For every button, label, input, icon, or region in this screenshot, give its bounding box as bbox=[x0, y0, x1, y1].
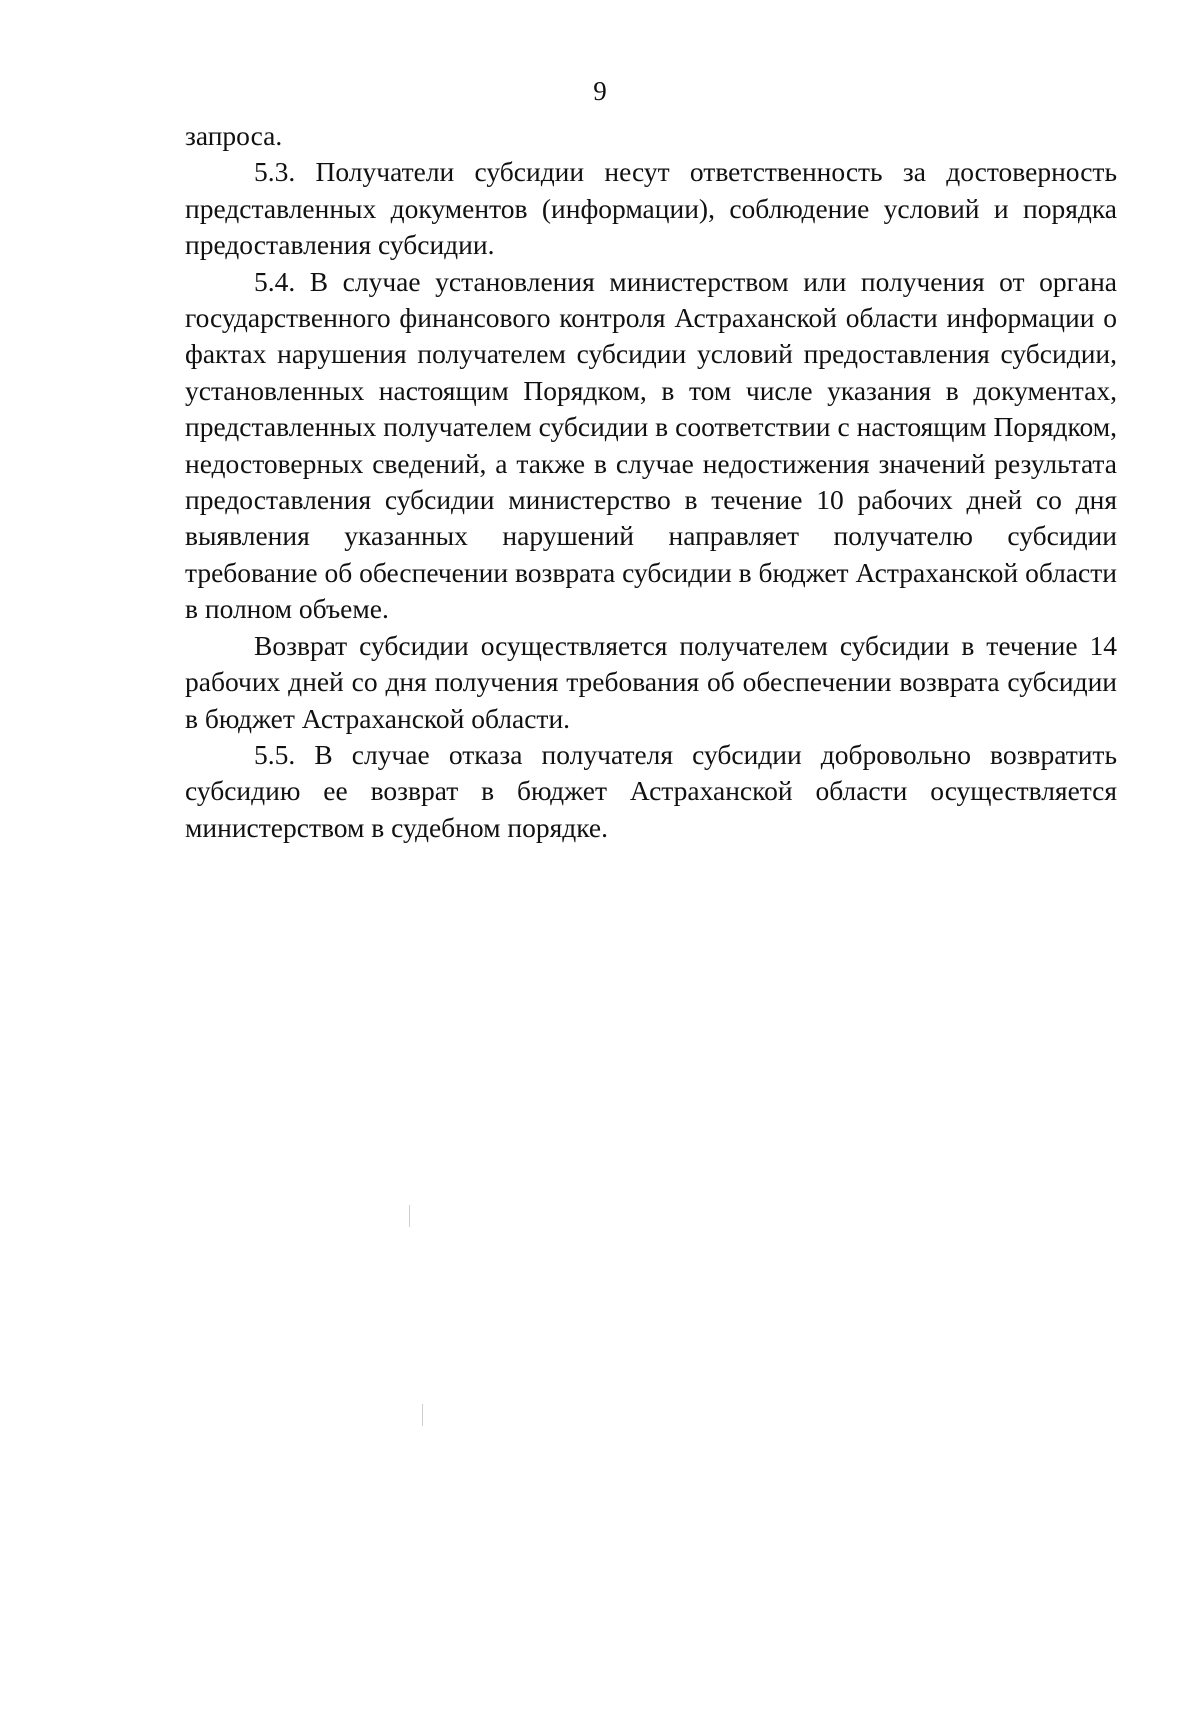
paragraph-continuation: запроса. bbox=[185, 120, 283, 151]
scan-artifact bbox=[409, 1205, 410, 1227]
paragraph-5-4: 5.4. В случае установления министерством или получения от органа государственного финансового контроля Астраханской области информации о фактах нарушения получателем субсидии условий предоставления субсидии, установленных настоящим Порядком, в том числе указания в документах, представленных получателем субсидии в соответствии с настоящим Порядком, недостоверных сведений, а также в случае недостижения значений результата предоставления субсидии министерство в течение 10 рабочих дней со дня выявления указанных нарушений направляет получателю субсидии требование об обеспечении возврата субсидии в бюджет Астраханской области в полном объеме. bbox=[185, 265, 1117, 625]
paragraph-5-5: 5.5. В случае отказа получателя субсидии добровольно возвратить субсидию ее возврат в бюджет Астраханской области осуществляется министерством в судебном порядке. bbox=[185, 738, 1117, 843]
page-number: 9 bbox=[593, 76, 607, 106]
paragraph-5-3: 5.3. Получатели субсидии несут ответственность за достоверность представленных документов (информации), соблюдение условий и порядка предоставления субсидии. bbox=[185, 156, 1117, 261]
document-body bbox=[185, 118, 1117, 846]
paragraph-refund-term: Возврат субсидии осуществляется получателем субсидии в течение 14 рабочих дней со дня получения требования об обеспечении возврата субсидии в бюджет Астраханской области. bbox=[185, 629, 1117, 734]
scan-artifact bbox=[422, 1404, 423, 1426]
